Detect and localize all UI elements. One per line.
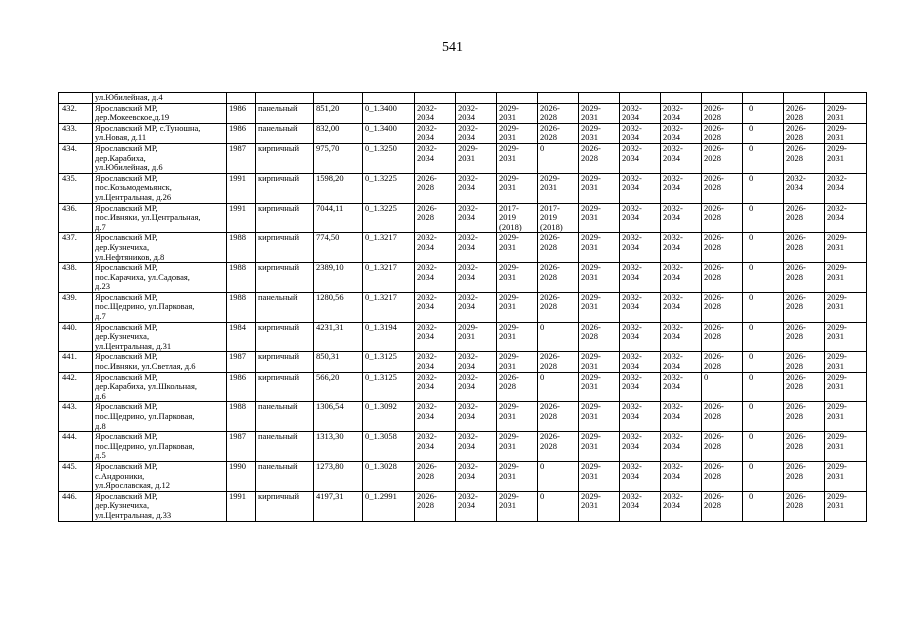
cell-rating: 0_1.3400 bbox=[363, 123, 415, 143]
cell-term-5: 2029- 2031 bbox=[579, 432, 620, 462]
cell-rating bbox=[363, 93, 415, 104]
cell-term-5: 2029- 2031 bbox=[579, 352, 620, 372]
cell-term-11: 2029- 2031 bbox=[825, 263, 867, 293]
cell-term-6: 2032- 2034 bbox=[620, 123, 661, 143]
cell-rating: 0_1.2991 bbox=[363, 491, 415, 521]
cell-build-year: 1987 bbox=[227, 352, 256, 372]
cell-term-1: 2032- 2034 bbox=[415, 103, 456, 123]
cell-term-4: 2026- 2028 bbox=[538, 432, 579, 462]
cell-term-10: 2026- 2028 bbox=[784, 352, 825, 372]
cell-term-2 bbox=[456, 93, 497, 104]
cell-wall-material: кирпичный bbox=[256, 263, 314, 293]
table-row bbox=[59, 461, 867, 491]
cell-term-6: 2032- 2034 bbox=[620, 233, 661, 263]
cell-term-3: 2029- 2031 bbox=[497, 103, 538, 123]
cell-rating: 0_1.3092 bbox=[363, 402, 415, 432]
cell-area: 774,50 bbox=[314, 233, 363, 263]
cell-term-10: 2026- 2028 bbox=[784, 322, 825, 352]
table-row bbox=[59, 322, 867, 352]
cell-term-4: 0 bbox=[538, 322, 579, 352]
cell-area: 1306,54 bbox=[314, 402, 363, 432]
cell-term-4: 2026- 2028 bbox=[538, 292, 579, 322]
cell-term-4: 2017- 2019 (2018) bbox=[538, 203, 579, 233]
cell-term-5: 2029- 2031 bbox=[579, 402, 620, 432]
cell-term-9: 0 bbox=[743, 372, 784, 402]
cell-term-3: 2029- 2031 bbox=[497, 432, 538, 462]
cell-term-1 bbox=[415, 93, 456, 104]
cell-rating: 0_1.3217 bbox=[363, 292, 415, 322]
cell-row-number: 435. bbox=[59, 173, 93, 203]
cell-build-year: 1984 bbox=[227, 322, 256, 352]
cell-term-9: 0 bbox=[743, 322, 784, 352]
cell-wall-material: панельный bbox=[256, 103, 314, 123]
cell-term-6: 2032- 2034 bbox=[620, 352, 661, 372]
cell-wall-material: кирпичный bbox=[256, 352, 314, 372]
cell-term-1: 2026- 2028 bbox=[415, 491, 456, 521]
cell-term-4: 0 bbox=[538, 372, 579, 402]
cell-rating: 0_1.3217 bbox=[363, 233, 415, 263]
cell-area: 832,00 bbox=[314, 123, 363, 143]
cell-term-8: 0 bbox=[702, 372, 743, 402]
cell-term-5: 2026- 2028 bbox=[579, 143, 620, 173]
cell-term-11 bbox=[825, 93, 867, 104]
cell-rating: 0_1.3028 bbox=[363, 461, 415, 491]
cell-term-3: 2029- 2031 bbox=[497, 461, 538, 491]
cell-term-7: 2032- 2034 bbox=[661, 491, 702, 521]
cell-term-3 bbox=[497, 93, 538, 104]
cell-row-number: 441. bbox=[59, 352, 93, 372]
cell-term-5: 2029- 2031 bbox=[579, 103, 620, 123]
cell-term-3: 2026- 2028 bbox=[497, 372, 538, 402]
cell-term-8: 2026- 2028 bbox=[702, 322, 743, 352]
cell-term-3: 2029- 2031 bbox=[497, 491, 538, 521]
cell-term-11: 2029- 2031 bbox=[825, 461, 867, 491]
cell-term-8: 2026- 2028 bbox=[702, 143, 743, 173]
cell-row-number: 433. bbox=[59, 123, 93, 143]
cell-rating: 0_1.3058 bbox=[363, 432, 415, 462]
cell-build-year: 1988 bbox=[227, 292, 256, 322]
cell-wall-material: кирпичный bbox=[256, 322, 314, 352]
cell-term-2: 2032- 2034 bbox=[456, 372, 497, 402]
cell-term-3: 2029- 2031 bbox=[497, 173, 538, 203]
cell-term-1: 2032- 2034 bbox=[415, 432, 456, 462]
cell-term-2: 2032- 2034 bbox=[456, 432, 497, 462]
cell-term-5: 2029- 2031 bbox=[579, 233, 620, 263]
cell-area: 975,70 bbox=[314, 143, 363, 173]
cell-term-10: 2026- 2028 bbox=[784, 103, 825, 123]
cell-row-number: 432. bbox=[59, 103, 93, 123]
cell-term-1: 2032- 2034 bbox=[415, 233, 456, 263]
cell-term-10 bbox=[784, 93, 825, 104]
cell-build-year: 1988 bbox=[227, 263, 256, 293]
cell-term-2: 2032- 2034 bbox=[456, 123, 497, 143]
cell-row-number: 443. bbox=[59, 402, 93, 432]
cell-term-9: 0 bbox=[743, 173, 784, 203]
cell-term-7: 2032- 2034 bbox=[661, 461, 702, 491]
cell-term-4: 2026- 2028 bbox=[538, 263, 579, 293]
cell-term-5: 2029- 2031 bbox=[579, 461, 620, 491]
cell-term-8: 2026- 2028 bbox=[702, 461, 743, 491]
cell-address: Ярославский МР, дер.Карабиха, ул.Юбилейная, д.6 bbox=[93, 143, 227, 173]
cell-rating: 0_1.3217 bbox=[363, 263, 415, 293]
cell-term-11: 2029- 2031 bbox=[825, 322, 867, 352]
cell-area: 2389,10 bbox=[314, 263, 363, 293]
cell-term-5: 2029- 2031 bbox=[579, 372, 620, 402]
cell-term-10: 2026- 2028 bbox=[784, 292, 825, 322]
cell-term-9: 0 bbox=[743, 432, 784, 462]
cell-term-6 bbox=[620, 93, 661, 104]
cell-address: Ярославский МР, дер.Кузнечиха, ул.Центральная, д.33 bbox=[93, 491, 227, 521]
cell-address: Ярославский МР, дер.Кузнечиха, ул.Центральная, д.31 bbox=[93, 322, 227, 352]
cell-term-8: 2026- 2028 bbox=[702, 233, 743, 263]
cell-term-9: 0 bbox=[743, 491, 784, 521]
cell-term-9: 0 bbox=[743, 103, 784, 123]
cell-term-7: 2032- 2034 bbox=[661, 402, 702, 432]
cell-term-2: 2032- 2034 bbox=[456, 233, 497, 263]
cell-term-6: 2032- 2034 bbox=[620, 103, 661, 123]
cell-address: Ярославский МР, пос.Щедрино, ул.Парковая, д.8 bbox=[93, 402, 227, 432]
cell-term-3: 2029- 2031 bbox=[497, 292, 538, 322]
cell-area bbox=[314, 93, 363, 104]
cell-term-11: 2029- 2031 bbox=[825, 123, 867, 143]
cell-term-10: 2032- 2034 bbox=[784, 173, 825, 203]
cell-wall-material: панельный bbox=[256, 402, 314, 432]
table-row bbox=[59, 372, 867, 402]
cell-term-11: 2032- 2034 bbox=[825, 173, 867, 203]
cell-term-7: 2032- 2034 bbox=[661, 233, 702, 263]
cell-term-9: 0 bbox=[743, 402, 784, 432]
cell-term-7: 2032- 2034 bbox=[661, 352, 702, 372]
cell-term-11: 2032- 2034 bbox=[825, 203, 867, 233]
cell-term-8 bbox=[702, 93, 743, 104]
cell-term-4: 2026- 2028 bbox=[538, 103, 579, 123]
cell-area: 1313,30 bbox=[314, 432, 363, 462]
cell-area: 1280,56 bbox=[314, 292, 363, 322]
cell-term-7 bbox=[661, 93, 702, 104]
cell-term-6: 2032- 2034 bbox=[620, 203, 661, 233]
cell-term-6: 2032- 2034 bbox=[620, 461, 661, 491]
table-row bbox=[59, 103, 867, 123]
cell-term-2: 2032- 2034 bbox=[456, 292, 497, 322]
cell-wall-material: кирпичный bbox=[256, 491, 314, 521]
cell-row-number bbox=[59, 93, 93, 104]
cell-term-3: 2029- 2031 bbox=[497, 143, 538, 173]
cell-term-5: 2029- 2031 bbox=[579, 123, 620, 143]
cell-term-1: 2026- 2028 bbox=[415, 203, 456, 233]
cell-term-2: 2032- 2034 bbox=[456, 263, 497, 293]
cell-term-9: 0 bbox=[743, 233, 784, 263]
cell-term-10: 2026- 2028 bbox=[784, 123, 825, 143]
cell-term-6: 2032- 2034 bbox=[620, 292, 661, 322]
table-row-continuation bbox=[59, 93, 867, 104]
table-row bbox=[59, 491, 867, 521]
cell-term-4: 0 bbox=[538, 491, 579, 521]
cell-term-9: 0 bbox=[743, 203, 784, 233]
cell-term-9: 0 bbox=[743, 143, 784, 173]
cell-rating: 0_1.3194 bbox=[363, 322, 415, 352]
cell-term-4 bbox=[538, 93, 579, 104]
cell-term-6: 2032- 2034 bbox=[620, 173, 661, 203]
cell-build-year: 1987 bbox=[227, 432, 256, 462]
cell-term-11: 2029- 2031 bbox=[825, 432, 867, 462]
cell-term-7: 2032- 2034 bbox=[661, 322, 702, 352]
cell-term-3: 2029- 2031 bbox=[497, 322, 538, 352]
cell-term-10: 2026- 2028 bbox=[784, 432, 825, 462]
cell-term-9: 0 bbox=[743, 123, 784, 143]
cell-term-2: 2029- 2031 bbox=[456, 143, 497, 173]
cell-term-8: 2026- 2028 bbox=[702, 292, 743, 322]
cell-term-11: 2029- 2031 bbox=[825, 491, 867, 521]
cell-wall-material: кирпичный bbox=[256, 143, 314, 173]
cell-term-9 bbox=[743, 93, 784, 104]
cell-address: Ярославский МР, пос.Щедрино, ул.Парковая, д.5 bbox=[93, 432, 227, 462]
cell-term-7: 2032- 2034 bbox=[661, 432, 702, 462]
cell-term-4: 2026- 2028 bbox=[538, 233, 579, 263]
cell-term-10: 2026- 2028 bbox=[784, 263, 825, 293]
cell-build-year: 1991 bbox=[227, 491, 256, 521]
cell-wall-material: панельный bbox=[256, 292, 314, 322]
cell-term-8: 2026- 2028 bbox=[702, 263, 743, 293]
cell-term-6: 2032- 2034 bbox=[620, 402, 661, 432]
cell-term-6: 2032- 2034 bbox=[620, 432, 661, 462]
cell-term-5: 2029- 2031 bbox=[579, 203, 620, 233]
cell-term-10: 2026- 2028 bbox=[784, 233, 825, 263]
housing-repair-schedule-table bbox=[58, 92, 867, 522]
cell-rating: 0_1.3400 bbox=[363, 103, 415, 123]
cell-build-year: 1986 bbox=[227, 103, 256, 123]
cell-term-3: 2029- 2031 bbox=[497, 402, 538, 432]
cell-term-3: 2029- 2031 bbox=[497, 233, 538, 263]
cell-row-number: 445. bbox=[59, 461, 93, 491]
cell-term-3: 2017- 2019 (2018) bbox=[497, 203, 538, 233]
cell-build-year bbox=[227, 93, 256, 104]
cell-term-2: 2032- 2034 bbox=[456, 103, 497, 123]
cell-term-8: 2026- 2028 bbox=[702, 402, 743, 432]
cell-build-year: 1986 bbox=[227, 372, 256, 402]
cell-term-2: 2032- 2034 bbox=[456, 352, 497, 372]
cell-term-8: 2026- 2028 bbox=[702, 203, 743, 233]
cell-row-number: 434. bbox=[59, 143, 93, 173]
table-row bbox=[59, 233, 867, 263]
table-row bbox=[59, 432, 867, 462]
cell-term-8: 2026- 2028 bbox=[702, 352, 743, 372]
cell-term-2: 2032- 2034 bbox=[456, 203, 497, 233]
cell-rating: 0_1.3225 bbox=[363, 173, 415, 203]
cell-term-8: 2026- 2028 bbox=[702, 123, 743, 143]
cell-row-number: 438. bbox=[59, 263, 93, 293]
cell-rating: 0_1.3125 bbox=[363, 372, 415, 402]
cell-term-10: 2026- 2028 bbox=[784, 491, 825, 521]
cell-term-11: 2029- 2031 bbox=[825, 372, 867, 402]
cell-rating: 0_1.3125 bbox=[363, 352, 415, 372]
cell-term-2: 2032- 2034 bbox=[456, 491, 497, 521]
cell-wall-material: панельный bbox=[256, 432, 314, 462]
cell-wall-material: кирпичный bbox=[256, 233, 314, 263]
cell-address: Ярославский МР, пос.Козьмодемьянск, ул.Центральная, д.26 bbox=[93, 173, 227, 203]
cell-term-11: 2029- 2031 bbox=[825, 233, 867, 263]
cell-term-9: 0 bbox=[743, 263, 784, 293]
cell-term-1: 2032- 2034 bbox=[415, 263, 456, 293]
table-row bbox=[59, 143, 867, 173]
cell-term-8: 2026- 2028 bbox=[702, 432, 743, 462]
cell-term-10: 2026- 2028 bbox=[784, 461, 825, 491]
cell-term-7: 2032- 2034 bbox=[661, 372, 702, 402]
cell-row-number: 437. bbox=[59, 233, 93, 263]
cell-term-1: 2032- 2034 bbox=[415, 402, 456, 432]
cell-area: 4197,31 bbox=[314, 491, 363, 521]
cell-term-5: 2029- 2031 bbox=[579, 173, 620, 203]
cell-wall-material: панельный bbox=[256, 123, 314, 143]
cell-row-number: 446. bbox=[59, 491, 93, 521]
cell-row-number: 442. bbox=[59, 372, 93, 402]
cell-address: Ярославский МР, дер.Карабиха, ул.Школьная, д.6 bbox=[93, 372, 227, 402]
cell-term-10: 2026- 2028 bbox=[784, 203, 825, 233]
cell-term-3: 2029- 2031 bbox=[497, 352, 538, 372]
cell-term-1: 2032- 2034 bbox=[415, 292, 456, 322]
cell-term-6: 2032- 2034 bbox=[620, 263, 661, 293]
cell-term-11: 2029- 2031 bbox=[825, 103, 867, 123]
cell-term-7: 2032- 2034 bbox=[661, 123, 702, 143]
cell-term-7: 2032- 2034 bbox=[661, 173, 702, 203]
cell-term-5: 2026- 2028 bbox=[579, 322, 620, 352]
cell-address: Ярославский МР, пос.Ивняки, ул.Светлая, д.6 bbox=[93, 352, 227, 372]
cell-term-2: 2032- 2034 bbox=[456, 461, 497, 491]
cell-term-9: 0 bbox=[743, 352, 784, 372]
cell-wall-material: панельный bbox=[256, 461, 314, 491]
cell-term-1: 2032- 2034 bbox=[415, 372, 456, 402]
cell-area: 1273,80 bbox=[314, 461, 363, 491]
cell-term-1: 2032- 2034 bbox=[415, 352, 456, 372]
cell-term-4: 2026- 2028 bbox=[538, 402, 579, 432]
cell-build-year: 1991 bbox=[227, 173, 256, 203]
cell-address: Ярославский МР, с.Андроники, ул.Ярославская, д.12 bbox=[93, 461, 227, 491]
cell-build-year: 1991 bbox=[227, 203, 256, 233]
page-number: 541 bbox=[442, 40, 463, 55]
cell-row-number: 439. bbox=[59, 292, 93, 322]
table-row bbox=[59, 352, 867, 372]
cell-term-4: 2026- 2028 bbox=[538, 352, 579, 372]
cell-term-5: 2029- 2031 bbox=[579, 491, 620, 521]
cell-term-7: 2032- 2034 bbox=[661, 143, 702, 173]
cell-area: 566,20 bbox=[314, 372, 363, 402]
cell-term-2: 2032- 2034 bbox=[456, 173, 497, 203]
cell-term-11: 2029- 2031 bbox=[825, 402, 867, 432]
cell-address: Ярославский МР, пос.Карачиха, ул.Садовая, д.23 bbox=[93, 263, 227, 293]
cell-row-number: 436. bbox=[59, 203, 93, 233]
cell-address: Ярославский МР, пос.Щедрино, ул.Парковая, д.7 bbox=[93, 292, 227, 322]
cell-address: Ярославский МР, дер.Кузнечиха, ул.Нефтяников, д.8 bbox=[93, 233, 227, 263]
cell-wall-material: кирпичный bbox=[256, 372, 314, 402]
cell-term-11: 2029- 2031 bbox=[825, 352, 867, 372]
cell-term-2: 2029- 2031 bbox=[456, 322, 497, 352]
cell-term-6: 2032- 2034 bbox=[620, 322, 661, 352]
cell-term-5: 2029- 2031 bbox=[579, 263, 620, 293]
cell-wall-material: кирпичный bbox=[256, 173, 314, 203]
cell-build-year: 1988 bbox=[227, 233, 256, 263]
table-row bbox=[59, 173, 867, 203]
cell-area: 4231,31 bbox=[314, 322, 363, 352]
table-row bbox=[59, 263, 867, 293]
cell-build-year: 1990 bbox=[227, 461, 256, 491]
table-row bbox=[59, 203, 867, 233]
cell-term-11: 2029- 2031 bbox=[825, 143, 867, 173]
cell-term-7: 2032- 2034 bbox=[661, 292, 702, 322]
cell-term-4: 2029- 2031 bbox=[538, 173, 579, 203]
cell-term-7: 2032- 2034 bbox=[661, 263, 702, 293]
cell-term-1: 2026- 2028 bbox=[415, 173, 456, 203]
cell-wall-material bbox=[256, 93, 314, 104]
cell-term-4: 0 bbox=[538, 143, 579, 173]
cell-term-4: 0 bbox=[538, 461, 579, 491]
cell-term-1: 2032- 2034 bbox=[415, 123, 456, 143]
cell-address: Ярославский МР, пос.Ивняки, ул.Центральная, д.7 bbox=[93, 203, 227, 233]
table-row bbox=[59, 402, 867, 432]
cell-term-10: 2026- 2028 bbox=[784, 372, 825, 402]
cell-term-1: 2026- 2028 bbox=[415, 461, 456, 491]
cell-term-11: 2029- 2031 bbox=[825, 292, 867, 322]
cell-address: ул.Юбилейная, д.4 bbox=[93, 93, 227, 104]
cell-address: Ярославский МР, дер.Мокеевское,д.19 bbox=[93, 103, 227, 123]
cell-term-10: 2026- 2028 bbox=[784, 143, 825, 173]
cell-row-number: 440. bbox=[59, 322, 93, 352]
cell-term-7: 2032- 2034 bbox=[661, 103, 702, 123]
cell-term-10: 2026- 2028 bbox=[784, 402, 825, 432]
cell-rating: 0_1.3250 bbox=[363, 143, 415, 173]
cell-term-8: 2026- 2028 bbox=[702, 173, 743, 203]
cell-term-5 bbox=[579, 93, 620, 104]
cell-build-year: 1986 bbox=[227, 123, 256, 143]
cell-term-6: 2032- 2034 bbox=[620, 143, 661, 173]
cell-term-2: 2032- 2034 bbox=[456, 402, 497, 432]
cell-term-8: 2026- 2028 bbox=[702, 103, 743, 123]
cell-build-year: 1987 bbox=[227, 143, 256, 173]
cell-term-9: 0 bbox=[743, 461, 784, 491]
cell-area: 851,20 bbox=[314, 103, 363, 123]
cell-term-3: 2029- 2031 bbox=[497, 263, 538, 293]
cell-term-1: 2032- 2034 bbox=[415, 143, 456, 173]
cell-term-9: 0 bbox=[743, 292, 784, 322]
cell-term-8: 2026- 2028 bbox=[702, 491, 743, 521]
cell-row-number: 444. bbox=[59, 432, 93, 462]
cell-term-4: 2026- 2028 bbox=[538, 123, 579, 143]
cell-term-3: 2029- 2031 bbox=[497, 123, 538, 143]
cell-rating: 0_1.3225 bbox=[363, 203, 415, 233]
cell-area: 850,31 bbox=[314, 352, 363, 372]
table-row bbox=[59, 292, 867, 322]
cell-term-1: 2032- 2034 bbox=[415, 322, 456, 352]
cell-term-7: 2032- 2034 bbox=[661, 203, 702, 233]
cell-term-5: 2029- 2031 bbox=[579, 292, 620, 322]
cell-area: 7044,11 bbox=[314, 203, 363, 233]
cell-build-year: 1988 bbox=[227, 402, 256, 432]
cell-term-6: 2032- 2034 bbox=[620, 491, 661, 521]
cell-term-6: 2032- 2034 bbox=[620, 372, 661, 402]
cell-wall-material: кирпичный bbox=[256, 203, 314, 233]
table-row bbox=[59, 123, 867, 143]
cell-address: Ярославский МР, с.Туношна, ул.Новая, д.11 bbox=[93, 123, 227, 143]
cell-area: 1598,20 bbox=[314, 173, 363, 203]
